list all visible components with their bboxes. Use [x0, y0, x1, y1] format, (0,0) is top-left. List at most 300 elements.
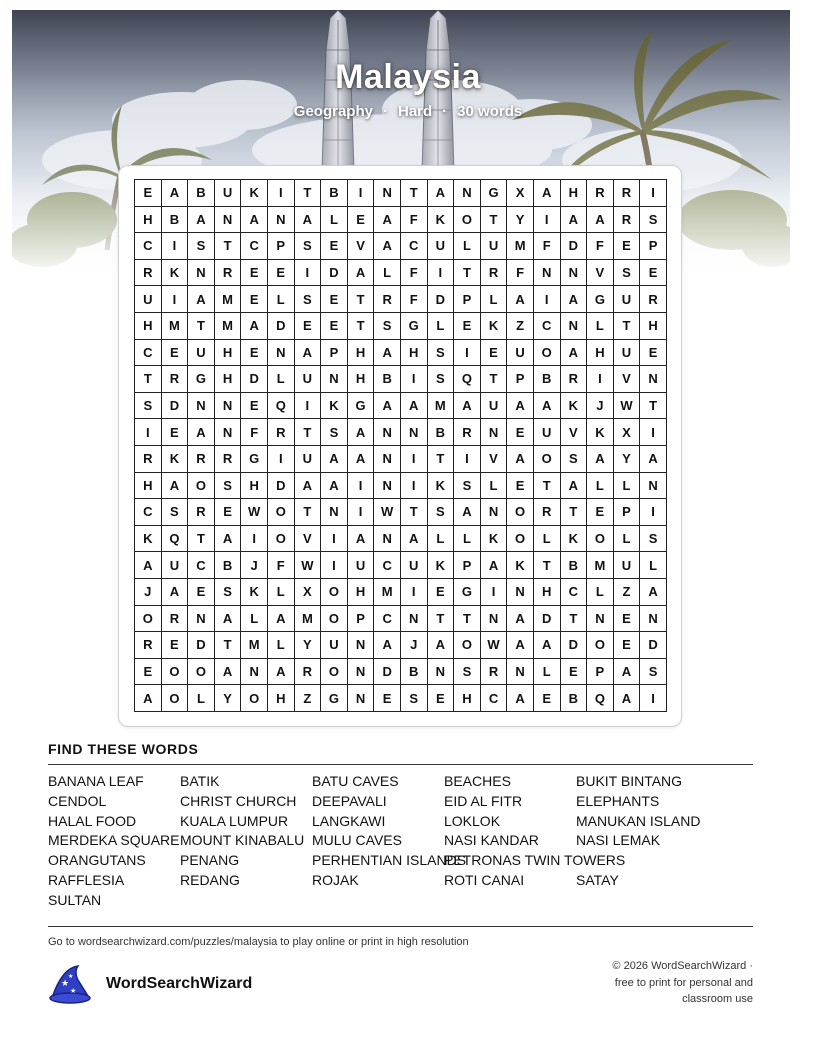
- grid-cell[interactable]: V: [614, 366, 641, 393]
- grid-cell[interactable]: U: [295, 446, 322, 473]
- grid-cell[interactable]: T: [614, 313, 641, 340]
- grid-cell[interactable]: E: [188, 579, 215, 606]
- grid-cell[interactable]: S: [215, 473, 242, 500]
- grid-cell[interactable]: I: [401, 579, 428, 606]
- grid-cell[interactable]: K: [481, 526, 508, 553]
- grid-cell[interactable]: E: [215, 499, 242, 526]
- grid-cell[interactable]: A: [428, 180, 455, 207]
- grid-cell[interactable]: N: [640, 366, 667, 393]
- grid-cell[interactable]: T: [534, 552, 561, 579]
- grid-cell[interactable]: U: [614, 552, 641, 579]
- grid-cell[interactable]: R: [374, 286, 401, 313]
- grid-cell[interactable]: O: [188, 659, 215, 686]
- grid-cell[interactable]: R: [561, 366, 588, 393]
- grid-cell[interactable]: L: [268, 366, 295, 393]
- grid-cell[interactable]: R: [135, 632, 162, 659]
- grid-cell[interactable]: I: [640, 180, 667, 207]
- grid-cell[interactable]: E: [454, 313, 481, 340]
- grid-cell[interactable]: G: [587, 286, 614, 313]
- grid-cell[interactable]: N: [188, 606, 215, 633]
- grid-cell[interactable]: E: [640, 260, 667, 287]
- grid-cell[interactable]: I: [640, 419, 667, 446]
- grid-cell[interactable]: I: [534, 207, 561, 234]
- grid-cell[interactable]: G: [348, 393, 375, 420]
- grid-cell[interactable]: O: [321, 659, 348, 686]
- grid-cell[interactable]: B: [374, 366, 401, 393]
- grid-cell[interactable]: I: [640, 499, 667, 526]
- grid-cell[interactable]: L: [640, 552, 667, 579]
- grid-cell[interactable]: T: [295, 499, 322, 526]
- grid-cell[interactable]: N: [188, 393, 215, 420]
- grid-cell[interactable]: N: [640, 473, 667, 500]
- grid-cell[interactable]: O: [454, 207, 481, 234]
- grid-cell[interactable]: E: [321, 313, 348, 340]
- grid-cell[interactable]: R: [587, 180, 614, 207]
- grid-cell[interactable]: T: [135, 366, 162, 393]
- grid-cell[interactable]: T: [428, 606, 455, 633]
- grid-cell[interactable]: A: [507, 393, 534, 420]
- grid-cell[interactable]: A: [321, 473, 348, 500]
- grid-cell[interactable]: K: [162, 260, 189, 287]
- grid-cell[interactable]: N: [561, 313, 588, 340]
- grid-cell[interactable]: S: [454, 659, 481, 686]
- grid-cell[interactable]: N: [374, 446, 401, 473]
- grid-cell[interactable]: A: [295, 473, 322, 500]
- grid-cell[interactable]: D: [241, 366, 268, 393]
- grid-cell[interactable]: E: [162, 340, 189, 367]
- grid-cell[interactable]: N: [374, 473, 401, 500]
- grid-cell[interactable]: S: [295, 233, 322, 260]
- grid-cell[interactable]: R: [454, 419, 481, 446]
- grid-cell[interactable]: I: [428, 260, 455, 287]
- grid-cell[interactable]: A: [135, 552, 162, 579]
- grid-cell[interactable]: L: [587, 579, 614, 606]
- grid-cell[interactable]: T: [454, 606, 481, 633]
- grid-cell[interactable]: A: [374, 393, 401, 420]
- grid-cell[interactable]: M: [295, 606, 322, 633]
- grid-cell[interactable]: E: [135, 180, 162, 207]
- grid-cell[interactable]: U: [507, 340, 534, 367]
- grid-cell[interactable]: R: [188, 499, 215, 526]
- grid-cell[interactable]: H: [215, 340, 242, 367]
- grid-cell[interactable]: D: [374, 659, 401, 686]
- grid-cell[interactable]: N: [587, 606, 614, 633]
- grid-cell[interactable]: E: [614, 233, 641, 260]
- grid-cell[interactable]: O: [268, 526, 295, 553]
- grid-cell[interactable]: S: [561, 446, 588, 473]
- grid-cell[interactable]: O: [162, 659, 189, 686]
- grid-cell[interactable]: A: [401, 526, 428, 553]
- grid-cell[interactable]: C: [534, 313, 561, 340]
- grid-cell[interactable]: M: [215, 286, 242, 313]
- grid-cell[interactable]: P: [268, 233, 295, 260]
- grid-cell[interactable]: A: [534, 632, 561, 659]
- grid-cell[interactable]: U: [135, 286, 162, 313]
- grid-cell[interactable]: H: [348, 340, 375, 367]
- grid-cell[interactable]: L: [534, 659, 561, 686]
- grid-cell[interactable]: S: [614, 260, 641, 287]
- grid-cell[interactable]: L: [321, 207, 348, 234]
- grid-cell[interactable]: A: [348, 260, 375, 287]
- grid-cell[interactable]: T: [534, 473, 561, 500]
- grid-cell[interactable]: L: [534, 526, 561, 553]
- grid-cell[interactable]: T: [188, 526, 215, 553]
- grid-cell[interactable]: P: [507, 366, 534, 393]
- grid-cell[interactable]: O: [135, 606, 162, 633]
- grid-cell[interactable]: H: [348, 579, 375, 606]
- grid-cell[interactable]: I: [268, 180, 295, 207]
- grid-cell[interactable]: N: [348, 632, 375, 659]
- grid-cell[interactable]: R: [614, 180, 641, 207]
- grid-cell[interactable]: A: [348, 526, 375, 553]
- grid-cell[interactable]: R: [162, 366, 189, 393]
- grid-cell[interactable]: N: [374, 180, 401, 207]
- grid-cell[interactable]: K: [321, 393, 348, 420]
- grid-cell[interactable]: N: [481, 419, 508, 446]
- grid-cell[interactable]: O: [241, 685, 268, 712]
- grid-cell[interactable]: K: [481, 313, 508, 340]
- grid-cell[interactable]: I: [348, 180, 375, 207]
- grid-cell[interactable]: N: [534, 260, 561, 287]
- grid-cell[interactable]: B: [428, 419, 455, 446]
- grid-cell[interactable]: Q: [268, 393, 295, 420]
- grid-cell[interactable]: A: [481, 552, 508, 579]
- grid-cell[interactable]: V: [481, 446, 508, 473]
- grid-cell[interactable]: L: [614, 473, 641, 500]
- grid-cell[interactable]: U: [481, 233, 508, 260]
- grid-cell[interactable]: E: [587, 499, 614, 526]
- grid-cell[interactable]: A: [614, 659, 641, 686]
- grid-cell[interactable]: G: [454, 579, 481, 606]
- grid-cell[interactable]: A: [268, 659, 295, 686]
- grid-cell[interactable]: L: [587, 473, 614, 500]
- grid-cell[interactable]: P: [640, 233, 667, 260]
- grid-cell[interactable]: R: [188, 446, 215, 473]
- grid-cell[interactable]: A: [534, 180, 561, 207]
- grid-cell[interactable]: U: [401, 552, 428, 579]
- grid-cell[interactable]: U: [614, 340, 641, 367]
- grid-cell[interactable]: N: [481, 499, 508, 526]
- grid-cell[interactable]: O: [534, 446, 561, 473]
- grid-cell[interactable]: E: [348, 207, 375, 234]
- grid-cell[interactable]: I: [268, 446, 295, 473]
- grid-cell[interactable]: K: [428, 552, 455, 579]
- grid-cell[interactable]: M: [374, 579, 401, 606]
- grid-cell[interactable]: T: [481, 207, 508, 234]
- grid-cell[interactable]: C: [401, 233, 428, 260]
- grid-cell[interactable]: P: [454, 286, 481, 313]
- grid-cell[interactable]: S: [401, 685, 428, 712]
- grid-cell[interactable]: T: [215, 233, 242, 260]
- grid-cell[interactable]: I: [454, 340, 481, 367]
- grid-cell[interactable]: D: [640, 632, 667, 659]
- grid-cell[interactable]: A: [188, 419, 215, 446]
- grid-cell[interactable]: V: [561, 419, 588, 446]
- grid-cell[interactable]: O: [162, 685, 189, 712]
- grid-cell[interactable]: H: [135, 207, 162, 234]
- grid-cell[interactable]: N: [321, 499, 348, 526]
- grid-cell[interactable]: A: [507, 685, 534, 712]
- grid-cell[interactable]: R: [481, 659, 508, 686]
- grid-cell[interactable]: A: [401, 393, 428, 420]
- grid-cell[interactable]: T: [295, 180, 322, 207]
- grid-cell[interactable]: B: [215, 552, 242, 579]
- grid-cell[interactable]: U: [534, 419, 561, 446]
- grid-cell[interactable]: A: [561, 473, 588, 500]
- grid-cell[interactable]: R: [215, 260, 242, 287]
- grid-cell[interactable]: C: [188, 552, 215, 579]
- grid-cell[interactable]: L: [374, 260, 401, 287]
- grid-cell[interactable]: N: [401, 606, 428, 633]
- grid-cell[interactable]: I: [135, 419, 162, 446]
- grid-cell[interactable]: P: [614, 499, 641, 526]
- grid-cell[interactable]: U: [215, 180, 242, 207]
- grid-cell[interactable]: R: [215, 446, 242, 473]
- grid-cell[interactable]: A: [507, 286, 534, 313]
- grid-cell[interactable]: C: [561, 579, 588, 606]
- grid-cell[interactable]: H: [561, 180, 588, 207]
- grid-cell[interactable]: N: [321, 366, 348, 393]
- grid-cell[interactable]: S: [215, 579, 242, 606]
- grid-cell[interactable]: B: [188, 180, 215, 207]
- grid-cell[interactable]: A: [534, 393, 561, 420]
- grid-cell[interactable]: U: [162, 552, 189, 579]
- grid-cell[interactable]: A: [640, 579, 667, 606]
- grid-cell[interactable]: K: [507, 552, 534, 579]
- grid-cell[interactable]: S: [640, 526, 667, 553]
- grid-cell[interactable]: C: [374, 552, 401, 579]
- grid-cell[interactable]: N: [268, 340, 295, 367]
- grid-cell[interactable]: A: [374, 233, 401, 260]
- grid-cell[interactable]: F: [587, 233, 614, 260]
- grid-cell[interactable]: A: [507, 632, 534, 659]
- grid-cell[interactable]: H: [587, 340, 614, 367]
- grid-cell[interactable]: L: [481, 473, 508, 500]
- grid-cell[interactable]: O: [321, 579, 348, 606]
- grid-cell[interactable]: G: [481, 180, 508, 207]
- grid-cell[interactable]: I: [348, 499, 375, 526]
- grid-cell[interactable]: T: [348, 313, 375, 340]
- grid-cell[interactable]: I: [534, 286, 561, 313]
- grid-cell[interactable]: D: [534, 606, 561, 633]
- grid-cell[interactable]: I: [454, 446, 481, 473]
- grid-cell[interactable]: N: [454, 180, 481, 207]
- grid-cell[interactable]: D: [188, 632, 215, 659]
- grid-cell[interactable]: A: [454, 393, 481, 420]
- grid-cell[interactable]: K: [135, 526, 162, 553]
- grid-cell[interactable]: I: [481, 579, 508, 606]
- grid-cell[interactable]: W: [481, 632, 508, 659]
- grid-cell[interactable]: E: [481, 340, 508, 367]
- grid-cell[interactable]: N: [215, 207, 242, 234]
- grid-cell[interactable]: F: [268, 552, 295, 579]
- grid-cell[interactable]: W: [374, 499, 401, 526]
- grid-cell[interactable]: E: [241, 260, 268, 287]
- grid-cell[interactable]: M: [215, 313, 242, 340]
- grid-cell[interactable]: I: [401, 366, 428, 393]
- grid-cell[interactable]: J: [241, 552, 268, 579]
- grid-cell[interactable]: Q: [454, 366, 481, 393]
- grid-cell[interactable]: B: [401, 659, 428, 686]
- grid-cell[interactable]: N: [268, 207, 295, 234]
- grid-cell[interactable]: N: [348, 659, 375, 686]
- grid-cell[interactable]: O: [587, 526, 614, 553]
- grid-cell[interactable]: E: [321, 233, 348, 260]
- grid-cell[interactable]: Q: [162, 526, 189, 553]
- grid-cell[interactable]: W: [241, 499, 268, 526]
- grid-cell[interactable]: E: [374, 685, 401, 712]
- grid-cell[interactable]: O: [534, 340, 561, 367]
- grid-cell[interactable]: U: [614, 286, 641, 313]
- grid-cell[interactable]: A: [241, 313, 268, 340]
- grid-cell[interactable]: I: [162, 233, 189, 260]
- grid-cell[interactable]: N: [215, 419, 242, 446]
- grid-cell[interactable]: A: [348, 446, 375, 473]
- grid-cell[interactable]: E: [614, 606, 641, 633]
- grid-cell[interactable]: C: [374, 606, 401, 633]
- grid-cell[interactable]: R: [135, 446, 162, 473]
- grid-cell[interactable]: R: [268, 419, 295, 446]
- grid-cell[interactable]: Q: [587, 685, 614, 712]
- grid-cell[interactable]: U: [348, 552, 375, 579]
- grid-cell[interactable]: X: [507, 180, 534, 207]
- grid-cell[interactable]: M: [428, 393, 455, 420]
- grid-cell[interactable]: S: [295, 286, 322, 313]
- grid-cell[interactable]: A: [374, 340, 401, 367]
- grid-cell[interactable]: A: [348, 419, 375, 446]
- grid-cell[interactable]: A: [587, 207, 614, 234]
- grid-cell[interactable]: J: [401, 632, 428, 659]
- grid-cell[interactable]: V: [295, 526, 322, 553]
- grid-cell[interactable]: A: [374, 632, 401, 659]
- grid-cell[interactable]: S: [428, 499, 455, 526]
- grid-cell[interactable]: A: [162, 579, 189, 606]
- grid-cell[interactable]: N: [241, 659, 268, 686]
- grid-cell[interactable]: F: [534, 233, 561, 260]
- grid-cell[interactable]: K: [561, 526, 588, 553]
- grid-cell[interactable]: I: [241, 526, 268, 553]
- grid-cell[interactable]: A: [561, 207, 588, 234]
- grid-cell[interactable]: T: [561, 499, 588, 526]
- grid-cell[interactable]: A: [135, 685, 162, 712]
- grid-cell[interactable]: Z: [295, 685, 322, 712]
- grid-cell[interactable]: A: [268, 606, 295, 633]
- grid-cell[interactable]: H: [454, 685, 481, 712]
- grid-cell[interactable]: K: [587, 419, 614, 446]
- grid-cell[interactable]: N: [374, 526, 401, 553]
- grid-cell[interactable]: I: [162, 286, 189, 313]
- grid-cell[interactable]: L: [454, 233, 481, 260]
- grid-cell[interactable]: C: [481, 685, 508, 712]
- grid-cell[interactable]: E: [507, 419, 534, 446]
- grid-cell[interactable]: E: [241, 393, 268, 420]
- grid-cell[interactable]: D: [321, 260, 348, 287]
- grid-cell[interactable]: T: [640, 393, 667, 420]
- grid-cell[interactable]: T: [428, 446, 455, 473]
- grid-cell[interactable]: M: [587, 552, 614, 579]
- grid-cell[interactable]: L: [268, 632, 295, 659]
- grid-cell[interactable]: Y: [614, 446, 641, 473]
- grid-cell[interactable]: L: [268, 579, 295, 606]
- grid-cell[interactable]: A: [295, 340, 322, 367]
- grid-cell[interactable]: N: [507, 579, 534, 606]
- grid-cell[interactable]: O: [587, 632, 614, 659]
- grid-cell[interactable]: T: [188, 313, 215, 340]
- grid-cell[interactable]: R: [135, 260, 162, 287]
- grid-cell[interactable]: N: [481, 606, 508, 633]
- grid-cell[interactable]: R: [162, 606, 189, 633]
- grid-cell[interactable]: E: [561, 659, 588, 686]
- grid-cell[interactable]: I: [640, 685, 667, 712]
- grid-cell[interactable]: N: [348, 685, 375, 712]
- grid-cell[interactable]: I: [587, 366, 614, 393]
- grid-cell[interactable]: H: [135, 313, 162, 340]
- grid-cell[interactable]: O: [454, 632, 481, 659]
- grid-cell[interactable]: H: [348, 366, 375, 393]
- grid-cell[interactable]: A: [614, 685, 641, 712]
- grid-cell[interactable]: D: [268, 473, 295, 500]
- grid-cell[interactable]: O: [188, 473, 215, 500]
- grid-cell[interactable]: T: [561, 606, 588, 633]
- grid-cell[interactable]: G: [241, 446, 268, 473]
- grid-cell[interactable]: E: [241, 286, 268, 313]
- grid-cell[interactable]: I: [321, 552, 348, 579]
- grid-cell[interactable]: G: [321, 685, 348, 712]
- grid-cell[interactable]: D: [162, 393, 189, 420]
- grid-cell[interactable]: F: [507, 260, 534, 287]
- grid-cell[interactable]: O: [268, 499, 295, 526]
- grid-cell[interactable]: E: [241, 340, 268, 367]
- grid-cell[interactable]: L: [268, 286, 295, 313]
- grid-cell[interactable]: A: [374, 207, 401, 234]
- grid-cell[interactable]: Y: [215, 685, 242, 712]
- grid-cell[interactable]: L: [428, 526, 455, 553]
- grid-cell[interactable]: F: [401, 207, 428, 234]
- grid-cell[interactable]: N: [374, 419, 401, 446]
- grid-cell[interactable]: T: [295, 419, 322, 446]
- grid-cell[interactable]: N: [401, 419, 428, 446]
- grid-cell[interactable]: B: [561, 685, 588, 712]
- grid-cell[interactable]: I: [321, 526, 348, 553]
- grid-cell[interactable]: R: [295, 659, 322, 686]
- grid-cell[interactable]: C: [135, 499, 162, 526]
- grid-cell[interactable]: E: [428, 579, 455, 606]
- grid-cell[interactable]: L: [428, 313, 455, 340]
- grid-cell[interactable]: A: [162, 473, 189, 500]
- grid-cell[interactable]: U: [188, 340, 215, 367]
- grid-cell[interactable]: K: [162, 446, 189, 473]
- grid-cell[interactable]: D: [561, 233, 588, 260]
- grid-cell[interactable]: A: [507, 446, 534, 473]
- grid-cell[interactable]: H: [241, 473, 268, 500]
- grid-cell[interactable]: N: [215, 393, 242, 420]
- grid-cell[interactable]: Y: [507, 207, 534, 234]
- grid-cell[interactable]: S: [188, 233, 215, 260]
- grid-cell[interactable]: Z: [507, 313, 534, 340]
- grid-cell[interactable]: E: [640, 340, 667, 367]
- grid-cell[interactable]: N: [507, 659, 534, 686]
- grid-cell[interactable]: B: [321, 180, 348, 207]
- grid-cell[interactable]: L: [481, 286, 508, 313]
- grid-cell[interactable]: J: [587, 393, 614, 420]
- grid-cell[interactable]: A: [507, 606, 534, 633]
- grid-cell[interactable]: N: [188, 260, 215, 287]
- grid-cell[interactable]: O: [507, 499, 534, 526]
- grid-cell[interactable]: P: [587, 659, 614, 686]
- grid-cell[interactable]: U: [428, 233, 455, 260]
- grid-cell[interactable]: S: [374, 313, 401, 340]
- grid-cell[interactable]: R: [640, 286, 667, 313]
